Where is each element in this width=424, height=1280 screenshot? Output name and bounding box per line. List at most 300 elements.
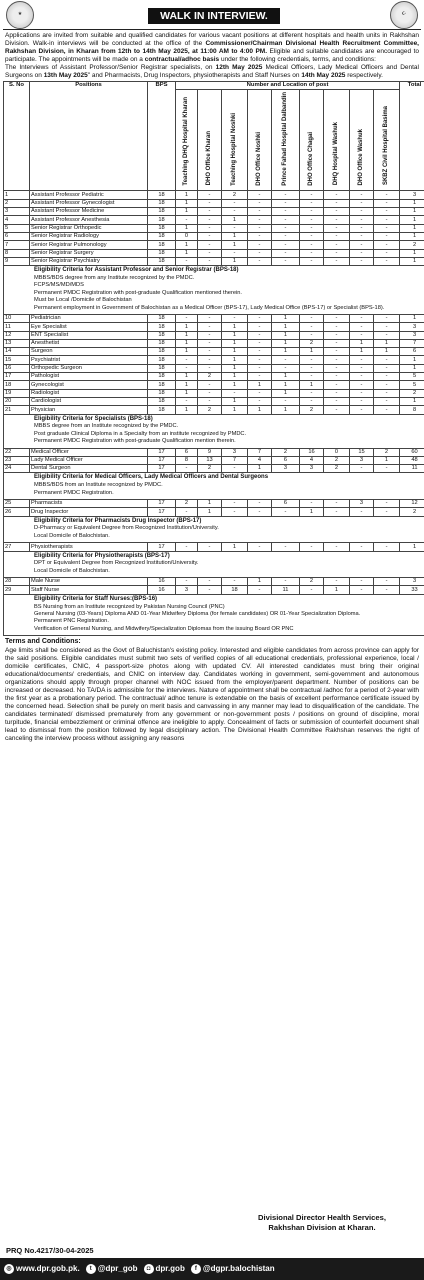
cell-count: - [350,406,374,414]
cell-total: 3 [400,323,424,331]
cell-count: 1 [324,586,350,594]
criteria-line: Must be Local /Domicile of Balochistan [34,297,132,304]
cell-count: 1 [222,216,248,224]
criteria-row [4,516,424,543]
location-label: Teaching Hospital Noshki [230,112,237,186]
table-row [4,448,424,456]
cell-count: - [248,232,272,240]
cell-count: - [248,331,272,339]
cell-count: 1 [248,465,272,473]
cell-count: 1 [248,406,272,414]
cell-count: 3 [300,465,324,473]
cell-count: - [272,216,300,224]
cell-count: - [248,257,272,265]
cell-position: Senior Registrar Orthopedic [30,224,148,232]
footer-web-text: www.dpr.gob.pk. [16,1264,80,1274]
cell-count: 1 [176,381,198,389]
table-row [4,216,424,224]
cell-count: - [324,348,350,356]
cell-count: - [350,191,374,199]
cell-count: - [300,356,324,364]
cell-count: - [300,586,324,594]
cell-count: - [374,364,400,372]
cell-count: - [222,224,248,232]
cell-count: - [198,216,222,224]
cell-count: - [272,397,300,405]
cell-count: 1 [222,364,248,372]
cell-count: - [198,257,222,265]
cell-count: 2 [300,406,324,414]
cell-total: 1 [400,199,424,207]
cell-count: - [324,381,350,389]
cell-count: 0 [176,232,198,240]
cell-total: 6 [400,348,424,356]
cell-count: - [350,224,374,232]
cell-total: 11 [400,465,424,473]
table-row [4,314,424,322]
location-label: DHO Office Noshki [255,131,262,186]
table-row [4,331,424,339]
cell-count: - [248,356,272,364]
cell-total: 1 [400,364,424,372]
terms-section [3,636,421,745]
header [3,0,421,30]
cell-count: - [198,224,222,232]
cell-count: 1 [272,314,300,322]
govt-emblem-left-icon: ★ [6,1,34,29]
cell-sno: 21 [4,406,30,414]
col-location [222,89,248,191]
col-location [324,89,350,191]
footer-twitter[interactable] [86,1264,138,1274]
intro-sentence-3: under the following credentials, terms, and conditions: [220,55,376,63]
cell-count: - [324,339,350,347]
cell-count: - [176,364,198,372]
cell-count: - [198,232,222,240]
intro-sentence: Applications are invited from suitable and qualified candidates for various vacant positions at different hospitals and health units in Rakhshan Division. Walk-in interviews will be conducted at the office of the [5,32,419,47]
cell-count: - [350,257,374,265]
cell-count: - [176,397,198,405]
cell-count: - [300,323,324,331]
cell-count: 9 [198,448,222,456]
cell-count: - [198,389,222,397]
cell-position: Radiologist [30,389,148,397]
cell-count: - [350,397,374,405]
cell-position: Lady Medical Officer [30,456,148,464]
cell-sno: 6 [4,232,30,240]
cell-count: - [272,356,300,364]
cell-count: 2 [176,500,198,508]
cell-position: Cardiologist [30,397,148,405]
cell-count: 2 [198,406,222,414]
cell-count: - [374,465,400,473]
cell-count: - [350,543,374,551]
cell-count: - [198,199,222,207]
cell-total: 48 [400,456,424,464]
cell-bps: 17 [148,448,176,456]
cell-total: 33 [400,586,424,594]
criteria-row [4,266,424,315]
cell-position: Assistant Professor Pediatric [30,191,148,199]
cell-count: - [374,543,400,551]
cell-count: - [324,249,350,257]
cell-position: Senior Registrar Radiology [30,232,148,240]
cell-count: - [374,578,400,586]
criteria-line: General Nursing (03-Years) Diploma AND 01-Year Midwifery Diploma (for female candidates) OR 01-Year Specialization Diploma. [34,610,361,617]
cell-bps: 18 [148,397,176,405]
cell-count: 3 [272,465,300,473]
location-label: Prince Fahad Hospital Dalbandin [281,91,288,186]
cell-sno: 22 [4,448,30,456]
cell-position: Senior Registrar Pulmonology [30,241,148,249]
govt-emblem-right-icon: ☪ [390,1,418,29]
table-row [4,500,424,508]
cell-count: - [300,500,324,508]
cell-count: - [248,397,272,405]
cell-count: - [272,257,300,265]
cell-count: 1 [272,339,300,347]
cell-count: 3 [222,448,248,456]
cell-sno: 20 [4,397,30,405]
cell-count: - [198,586,222,594]
criteria-line: Verification of General Nursing, and Midwifery/Specialization Diplomas from the issuing Board OR PNC [34,625,294,632]
cell-count: - [222,508,248,516]
cell-bps: 16 [148,578,176,586]
eligibility-criteria [4,551,424,578]
cell-count: 1 [176,224,198,232]
cell-count: - [198,314,222,322]
cell-total: 2 [400,241,424,249]
cell-count: - [248,241,272,249]
cell-count: - [272,208,300,216]
cell-count: 1 [248,578,272,586]
cell-count: 1 [222,323,248,331]
eligibility-criteria [4,414,424,448]
cell-total: 60 [400,448,424,456]
cell-bps: 17 [148,500,176,508]
cell-count: - [248,216,272,224]
cell-count: 1 [198,500,222,508]
cell-count: - [198,241,222,249]
cell-sno: 25 [4,500,30,508]
cell-sno: 2 [4,199,30,207]
cell-count: 2 [300,578,324,586]
cell-position: Orthopedic Surgeon [30,364,148,372]
criteria-line: Permanent PMDC Registration with post-graduate Qualification mentioned therein. [34,289,243,296]
cell-sno: 15 [4,356,30,364]
cell-count: 1 [272,406,300,414]
criteria-row [4,473,424,500]
cell-count: - [198,348,222,356]
cell-bps: 18 [148,406,176,414]
cell-count: - [350,465,374,473]
cell-count: 1 [374,339,400,347]
cell-count: - [222,500,248,508]
cell-count: 6 [272,500,300,508]
cell-count: 1 [222,241,248,249]
footer-instagram-text: dpr.gob [155,1264,185,1274]
cell-total: 1 [400,314,424,322]
cell-count: - [350,586,374,594]
cell-count: - [198,578,222,586]
table-row [4,456,424,464]
footer-facebook[interactable] [191,1264,275,1274]
cell-count: - [272,578,300,586]
table-row [4,323,424,331]
cell-count: - [300,331,324,339]
cell-count: - [324,241,350,249]
cell-count: - [176,578,198,586]
cell-bps: 17 [148,508,176,516]
table-row [4,208,424,216]
eligibility-criteria [4,266,424,315]
cell-count: 2 [222,191,248,199]
cell-position: Psychiatrist [30,356,148,364]
cell-bps: 18 [148,323,176,331]
table-row [4,508,424,516]
cell-position: Anesthetist [30,339,148,347]
cell-total: 2 [400,389,424,397]
cell-count: - [198,356,222,364]
cell-position: Assistant Professor Medicine [30,208,148,216]
instagram-icon: ◘ [144,1264,154,1274]
cell-count: - [176,216,198,224]
cell-bps: 18 [148,339,176,347]
cell-count: - [300,216,324,224]
col-total: Total [400,81,424,191]
table-row [4,224,424,232]
cell-count: - [222,249,248,257]
criteria-line: Local Domicile of Balochistan. [34,532,110,539]
cell-count: - [350,381,374,389]
cell-bps: 18 [148,257,176,265]
cell-total: 8 [400,406,424,414]
table-row [4,364,424,372]
criteria-line: DPT or Equivalent Degree from Recognized Institution/University. [34,560,199,567]
location-label: DHO Office Chagai [307,131,314,186]
cell-count: 3 [176,586,198,594]
cell-count: - [198,543,222,551]
cell-count: - [374,249,400,257]
footer-web[interactable] [4,1264,80,1274]
cell-count: - [324,232,350,240]
cell-count: - [248,323,272,331]
col-group-locations: Number and Location of post [176,81,400,89]
cell-count: 1 [350,339,374,347]
table-row [4,241,424,249]
cell-count: - [272,199,300,207]
cell-count: - [248,191,272,199]
cell-bps: 18 [148,191,176,199]
cell-count: - [350,578,374,586]
cell-count: - [272,241,300,249]
cell-count: - [374,373,400,381]
footer-facebook-text: @dgpr.balochistan [202,1264,275,1274]
cell-position: Medical Officer [30,448,148,456]
cell-count: - [300,224,324,232]
cell-count: 1 [272,373,300,381]
cell-sno: 29 [4,586,30,594]
cell-bps: 18 [148,389,176,397]
cell-count: 1 [176,389,198,397]
cell-count: 2 [198,465,222,473]
footer-bar [0,1258,424,1280]
criteria-title: Eligibility Criteria for Physiotherapists (BPS-17) [34,552,170,559]
location-label: DHO Office Washuk [357,129,364,186]
cell-count: - [222,389,248,397]
cell-count: 16 [300,448,324,456]
cell-position: Surgeon [30,348,148,356]
cell-bps: 17 [148,543,176,551]
facebook-icon: f [191,1264,201,1274]
cell-count: - [300,397,324,405]
cell-total: 1 [400,397,424,405]
cell-count: - [176,543,198,551]
cell-count: - [324,323,350,331]
cell-count: - [374,381,400,389]
cell-total: 1 [400,356,424,364]
col-location [248,89,272,191]
cell-count: - [300,191,324,199]
table-row [4,578,424,586]
cell-position: ENT Specialist [30,331,148,339]
cell-position: Gynecologist [30,381,148,389]
cell-position: Dental Surgeon [30,465,148,473]
cell-count: 1 [176,199,198,207]
criteria-line: Permanent employment in Government of Balochistan as a Medical Officer (BPS-17), Lady Medical Office (BPS-17) or Specialist (BPS-18). [34,304,385,311]
cell-count: - [222,208,248,216]
cell-count: - [350,216,374,224]
cell-count: - [374,323,400,331]
cell-position: Senior Registrar Surgery [30,249,148,257]
cell-count: - [272,232,300,240]
cell-count: - [248,508,272,516]
table-row [4,356,424,364]
cell-count: 1 [222,348,248,356]
cell-count: - [300,389,324,397]
cell-total: 2 [400,508,424,516]
signature-block [224,1213,420,1233]
posts-table [3,81,424,637]
cell-sno: 7 [4,241,30,249]
cell-count: - [324,314,350,322]
cell-bps: 18 [148,199,176,207]
cell-count: - [350,232,374,240]
cell-sno: 10 [4,314,30,322]
table-row [4,381,424,389]
cell-count: - [350,389,374,397]
cell-bps: 17 [148,456,176,464]
cell-count: 1 [272,323,300,331]
cell-count: - [248,199,272,207]
cell-count: - [248,314,272,322]
cell-count: - [350,199,374,207]
schedule-c: " and Pharmacists, Drug Inspectors, physiotherapists and Staff Nurses on [87,71,300,79]
cell-count: - [350,249,374,257]
cell-sno: 27 [4,543,30,551]
cell-count: 7 [222,456,248,464]
cell-count: 2 [374,448,400,456]
cell-count: 1 [222,373,248,381]
cell-sno: 26 [4,508,30,516]
cell-count: - [300,314,324,322]
schedule-date-1: 12th May 2025 [215,63,263,71]
cell-count: - [248,249,272,257]
cell-bps: 18 [148,381,176,389]
cell-count: 1 [176,241,198,249]
cell-position: Staff Nurse [30,586,148,594]
cell-count: 1 [272,348,300,356]
cell-bps: 18 [148,224,176,232]
cell-bps: 18 [148,208,176,216]
cell-count: - [222,578,248,586]
cell-position: Physiotherapists [30,543,148,551]
cell-total: 1 [400,208,424,216]
cell-count: - [350,356,374,364]
cell-count: 1 [374,348,400,356]
cell-count: 7 [248,448,272,456]
criteria-title: Eligibility Criteria for Assistant Professor and Senior Registrar (BPS-18) [34,267,239,274]
cell-count: 4 [300,456,324,464]
prq-number: PRQ No.4217/30-04-2025 [6,1246,94,1255]
cell-count: - [374,586,400,594]
eligibility-criteria [4,473,424,500]
cell-count: 2 [324,465,350,473]
criteria-line: MBBS/BDS from an Institute recognized by PMDC. [34,482,163,489]
cell-count: 1 [374,456,400,464]
cell-sno: 3 [4,208,30,216]
criteria-row [4,551,424,578]
criteria-line: Post graduate Clinical Diploma in a Specialty from an institute recognized by PMDC. [34,430,247,437]
schedule-d: respectively. [347,71,383,79]
table-row [4,199,424,207]
cell-count: - [300,257,324,265]
col-location [198,89,222,191]
cell-position: Drug Inspector [30,508,148,516]
cell-total: 3 [400,578,424,586]
criteria-row [4,594,424,635]
cell-position: Pharmacists [30,500,148,508]
cell-count: - [222,199,248,207]
cell-count: - [324,500,350,508]
cell-count: - [350,331,374,339]
cell-count: 1 [176,339,198,347]
cell-total: 1 [400,257,424,265]
cell-sno: 18 [4,381,30,389]
cell-count: - [198,364,222,372]
cell-count: - [324,199,350,207]
cell-position: Physician [30,406,148,414]
cell-count: - [324,397,350,405]
cell-count: - [248,373,272,381]
table-row [4,406,424,414]
cell-count: - [350,364,374,372]
criteria-title: Eligibility Criteria for Pharmacists Drug Inspector (BPS-17) [34,517,202,524]
intro-text [3,30,421,81]
cell-count: 1 [222,543,248,551]
cell-count: - [176,314,198,322]
cell-count: 1 [176,323,198,331]
terms-body: Age limits shall be considered as the Govt of Baluchistan's existing policy. Interested and eligible candidates from across province can apply for the said positions. Eligible candidates must submit two sets of verified copies of all educational credentials, professional experience, local / domicile certificates, CNIC, 4 passport-size photos along with updated CV. All interested candidates must bring their original educational/documents/ credentials, and CNIC on interview day. Candidates working in government, semi-government and autonomous organizations should apply through proper channel with NOC issued from the employer/parent department. Number of positions can be increased or decreased. No TA/DA is admissible for the interviews. Nature of appointment shall be contractual /adhoc for a period of 2-year with the first year as a probationary period. The contractual/ adhoc tenure is extendable on the basis of excellent performance certificate issued by the concerned head. Selection shall be purely on merit basis and canvassing in any manner may lead to disqualification of the candidate. The candidates terminated/ dismissed prematurely from any government or non-government posts / positions on ground of discipline, moral turpitude, financial embezzlement or criminal offence are ineligible to apply. Concealment of facts or submission of counterfeit document shall lead to dismissal from the position followed by legal disciplinary action. The Divisional Health Committee Rakhshan reserves the right of canceling the interview process without assigning any reasons [5,646,419,743]
cell-bps: 18 [148,241,176,249]
cell-count: - [300,373,324,381]
cell-count: - [324,406,350,414]
table-row [4,586,424,594]
footer-instagram[interactable] [144,1264,185,1274]
cell-count: - [374,257,400,265]
cell-count: - [272,508,300,516]
cell-count: - [198,323,222,331]
